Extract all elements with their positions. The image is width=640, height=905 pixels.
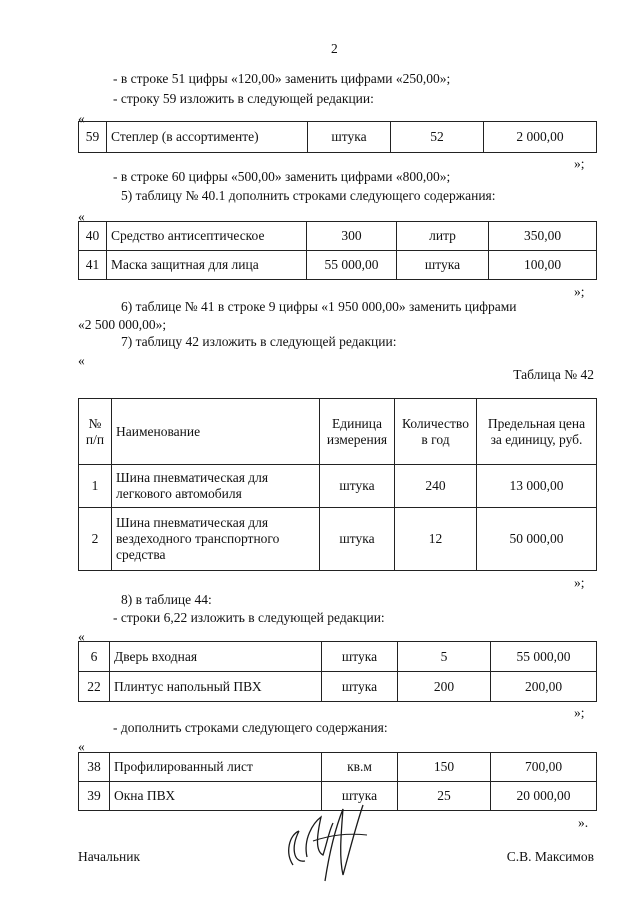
instruction-line-8: - строки 6,22 изложить в следующей редакции:	[113, 610, 385, 625]
table-40-1-rows	[78, 221, 597, 280]
close-quote-2: »;	[574, 284, 585, 299]
instruction-line-4: 5) таблицу № 40.1 дополнить строками следующего содержания:	[121, 188, 496, 203]
cell-number: 38	[79, 753, 110, 782]
cell-price: 13 000,00	[477, 465, 597, 508]
cell-unit: штука	[308, 122, 391, 153]
cell-unit: штука	[320, 508, 395, 571]
table-44-replaced-rows	[78, 641, 597, 702]
instruction-line-2: - строку 59 изложить в следующей редакции:	[113, 91, 374, 106]
table-42	[78, 398, 597, 571]
cell-name: Маска защитная для лица	[107, 251, 307, 280]
cell-price: 20 000,00	[491, 782, 597, 811]
cell-name: Дверь входная	[110, 642, 322, 672]
cell-price: 700,00	[491, 753, 597, 782]
cell-name: Шина пневматическая для вездеходного транспортного средства	[112, 508, 320, 571]
instruction-line-3: - в строке 60 цифры «500,00» заменить цифрами «800,00»;	[113, 169, 451, 184]
table-row	[79, 122, 597, 153]
open-quote-1: «	[78, 111, 85, 126]
page-number: 2	[331, 41, 338, 56]
cell-qty: 12	[395, 508, 477, 571]
cell-price: 200,00	[491, 672, 597, 702]
cell-name: Степлер (в ассортименте)	[107, 122, 308, 153]
close-quote-3: »;	[574, 575, 585, 590]
instruction-line-5a: 6) таблице № 41 в строке 9 цифры «1 950 000,00» заменить цифрами	[121, 299, 517, 314]
cell-unit: штука	[322, 642, 398, 672]
cell-number: 22	[79, 672, 110, 702]
cell-price: 100,00	[489, 251, 597, 280]
table-row	[79, 508, 597, 571]
cell-number: 40	[79, 222, 107, 251]
header-unit: Единица измерения	[320, 399, 395, 465]
close-quote-5: ».	[578, 815, 589, 830]
header-qty: Количество в год	[395, 399, 477, 465]
cell-value: 300	[307, 222, 397, 251]
signer-name: С.В. Максимов	[506, 849, 594, 864]
table-row	[79, 251, 597, 280]
cell-number: 59	[79, 122, 107, 153]
open-quote-3: «	[78, 353, 85, 368]
table-42-caption: Таблица № 42	[513, 367, 594, 382]
header-price: Предельная цена за единицу, руб.	[477, 399, 597, 465]
cell-number: 39	[79, 782, 110, 811]
cell-price: 2 000,00	[484, 122, 597, 153]
cell-qty: 25	[398, 782, 491, 811]
cell-name: Профилированный лист	[110, 753, 322, 782]
table-row-59	[78, 121, 597, 153]
open-quote-5: «	[78, 739, 85, 754]
cell-name: Шина пневматическая для легкового автомобиля	[112, 465, 320, 508]
cell-unit: штука	[322, 672, 398, 702]
signature-graphic	[283, 795, 373, 893]
cell-number: 6	[79, 642, 110, 672]
table-row	[79, 642, 597, 672]
instruction-line-1: - в строке 51 цифры «120,00» заменить цифрами «250,00»;	[113, 71, 451, 86]
cell-number: 1	[79, 465, 112, 508]
cell-unit: штука	[397, 251, 489, 280]
header-number: № п/п	[79, 399, 112, 465]
table-row	[79, 222, 597, 251]
cell-number: 2	[79, 508, 112, 571]
header-name: Наименование	[112, 399, 320, 465]
close-quote-1: »;	[574, 156, 585, 171]
cell-number: 41	[79, 251, 107, 280]
table-row	[79, 465, 597, 508]
cell-qty: 52	[391, 122, 484, 153]
cell-unit: штука	[322, 782, 398, 811]
cell-name: Окна ПВХ	[110, 782, 322, 811]
cell-name: Средство антисептическое	[107, 222, 307, 251]
cell-name: Плинтус напольный ПВХ	[110, 672, 322, 702]
table-row	[79, 753, 597, 782]
instruction-line-7: 8) в таблице 44:	[121, 592, 212, 607]
cell-qty: 5	[398, 642, 491, 672]
cell-unit: штука	[320, 465, 395, 508]
cell-qty: 150	[398, 753, 491, 782]
instruction-line-6: 7) таблицу 42 изложить в следующей редакции:	[121, 334, 397, 349]
instruction-line-5b: «2 500 000,00»;	[78, 317, 167, 332]
cell-price: 350,00	[489, 222, 597, 251]
instruction-line-9: - дополнить строками следующего содержания:	[113, 720, 388, 735]
signer-position: Начальник	[78, 849, 141, 864]
cell-qty: 200	[398, 672, 491, 702]
cell-value: 55 000,00	[307, 251, 397, 280]
close-quote-4: »;	[574, 705, 585, 720]
open-quote-2: «	[78, 209, 85, 224]
cell-qty: 240	[395, 465, 477, 508]
table-header-row	[79, 399, 597, 465]
cell-unit: литр	[397, 222, 489, 251]
cell-unit: кв.м	[322, 753, 398, 782]
open-quote-4: «	[78, 629, 85, 644]
cell-price: 55 000,00	[491, 642, 597, 672]
cell-price: 50 000,00	[477, 508, 597, 571]
table-row	[79, 672, 597, 702]
